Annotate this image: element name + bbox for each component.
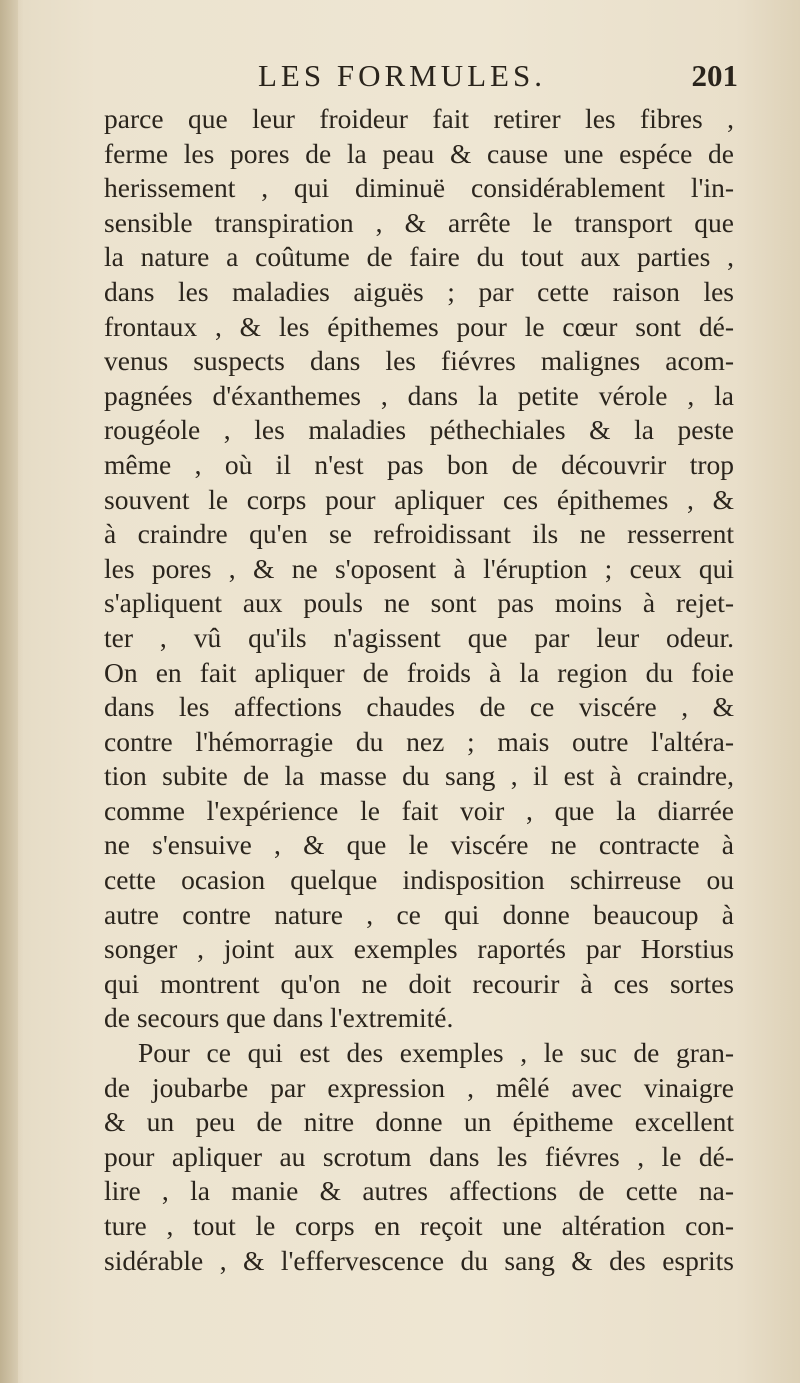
text-line: herissement , qui diminuë considérablement l'in- <box>104 172 734 204</box>
text-line: pagnées d'éxanthemes , dans la petite vérole , la <box>104 379 734 411</box>
text-line: songer , joint aux exemples raportés par Horstius <box>104 933 734 965</box>
text-line: ne s'ensuive , & que le viscére ne contracte à <box>104 829 734 861</box>
text-line: parce que leur froideur fait retirer les fibres , <box>104 103 734 134</box>
text-line: qui montrent qu'on ne doit recourir à ces sortes <box>104 967 734 999</box>
paragraph-2 <box>104 1036 734 1278</box>
text-line: s'apliquent aux pouls ne sont pas moins à rejet- <box>104 587 734 619</box>
text-line: sensible transpiration , & arrête le transport que <box>104 206 734 238</box>
page-number: 201 <box>691 58 738 93</box>
book-gutter <box>0 0 18 1383</box>
text-line: On en fait apliquer de froids à la region du foie <box>104 656 734 688</box>
text-line: & un peu de nitre donne un épitheme excellent <box>104 1106 734 1138</box>
text-line: les pores , & ne s'oposent à l'éruption ; ceux qui <box>104 552 734 584</box>
text-line: comme l'expérience le fait voir , que la diarrée <box>104 794 734 826</box>
text-line: pour apliquer au scrotum dans les fiévres , le dé- <box>104 1140 734 1172</box>
text-line: autre contre nature , ce qui donne beaucoup à <box>104 898 734 930</box>
text-line: souvent le corps pour apliquer ces épithemes , & <box>104 483 734 515</box>
text-line: même , où il n'est pas bon de découvrir trop <box>104 448 734 480</box>
text-line: ferme les pores de la peau & cause une espéce de <box>104 137 734 169</box>
text-line: sidérable , & l'effervescence du sang & des esprits <box>104 1244 734 1276</box>
text-line: contre l'hémorragie du nez ; mais outre l'altéra- <box>104 725 734 757</box>
text-line: de secours que dans l'extremité. <box>104 1002 454 1034</box>
text-line: lire , la manie & autres affections de cette na- <box>104 1175 734 1207</box>
text-line: à craindre qu'en se refroidissant ils ne resserrent <box>104 518 734 550</box>
text-line: cette ocasion quelque indisposition schirreuse ou <box>104 864 734 896</box>
text-line: frontaux , & les épithemes pour le cœur sont dé- <box>104 310 734 342</box>
body-text <box>104 102 734 1278</box>
running-head <box>106 58 738 98</box>
text-line: dans les maladies aiguës ; par cette raison les <box>104 275 734 307</box>
text-line: Pour ce qui est des exemples , le suc de gran- <box>138 1037 734 1069</box>
text-line: tion subite de la masse du sang , il est à craindre, <box>104 760 734 792</box>
text-line: ter , vû qu'ils n'agissent que par leur odeur. <box>104 621 734 653</box>
text-line: dans les affections chaudes de ce viscére , & <box>104 691 734 723</box>
text-line: venus suspects dans les fiévres malignes acom- <box>104 345 734 377</box>
text-line: la nature a coûtume de faire du tout aux parties , <box>104 241 734 273</box>
text-line: de joubarbe par expression , mêlé avec vinaigre <box>104 1071 734 1103</box>
paragraph-1 <box>104 102 734 1036</box>
text-line: ture , tout le corps en reçoit une altération con- <box>104 1210 734 1241</box>
text-line: rougéole , les maladies péthechiales & la peste <box>104 414 734 446</box>
running-head-title: LES FORMULES. <box>258 58 546 93</box>
